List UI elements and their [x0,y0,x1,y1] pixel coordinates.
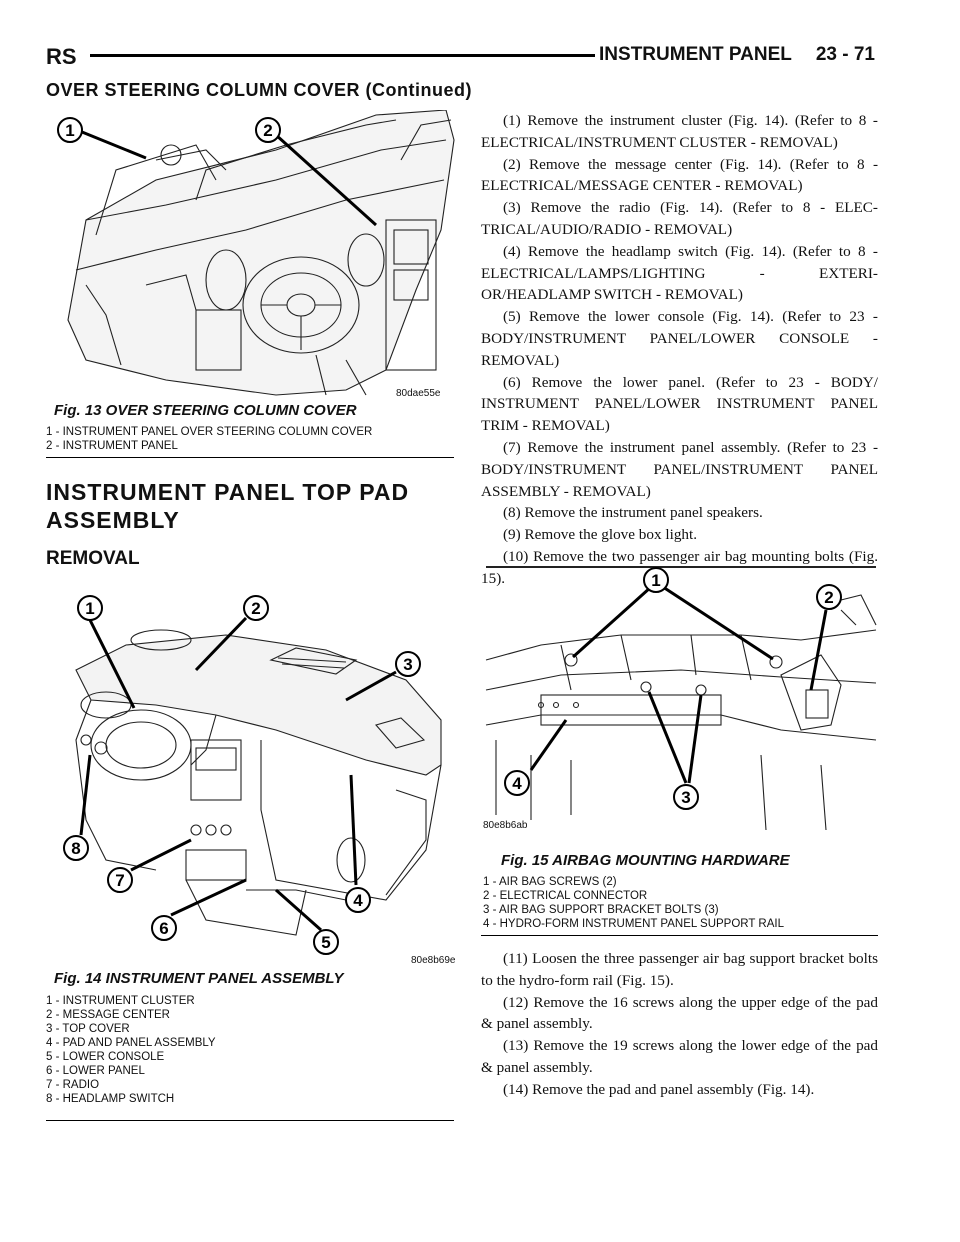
legend-item: 7 - RADIO [46,1079,100,1091]
step-12: (12) Remove the 16 screws along the upper edge of the pad & panel assembly. [481,993,878,1033]
legend-item: 2 - INSTRUMENT PANEL [46,440,178,452]
figure-13 [46,110,456,460]
figure-13-legend [46,425,372,453]
legend-item: 8 - HEADLAMP SWITCH [46,1093,175,1105]
step-2: (2) Remove the message center (Fig. 14). (Refer to 8 - ELECTRICAL/MESSAGE CENTER - REMOVAL) [481,155,878,195]
figure-15-code: 80e8b6ab [483,820,528,831]
removal-steps-bottom [481,948,878,1101]
step-10: (10) Remove the two passenger air bag mounting bolts (Fig. 15). [481,547,878,587]
legend-item: 3 - TOP COVER [46,1023,130,1035]
figure-14-callout-4: 4 [353,891,363,910]
removal-heading: REMOVAL [46,548,140,569]
removal-steps-top [481,110,878,590]
figure-15-callout-4: 4 [512,774,522,793]
legend-item: 2 - ELECTRICAL CONNECTOR [483,890,648,902]
legend-item: 1 - INSTRUMENT CLUSTER [46,995,195,1007]
legend-item: 1 - INSTRUMENT PANEL OVER STEERING COLUMN COVER [46,426,373,438]
legend-item: 3 - AIR BAG SUPPORT BRACKET BOLTS (3) [483,904,719,916]
legend-item: 2 - MESSAGE CENTER [46,1009,170,1021]
figure-14-callout-1: 1 [85,599,95,618]
figure-14-callout-8: 8 [71,839,81,858]
figure-13-callout-1: 1 [65,121,75,140]
figure-14-code: 80e8b69e [411,955,456,966]
figure-15 [481,565,881,940]
step-6: (6) Remove the lower panel. (Refer to 23 - BODY/ INSTRUMENT PANEL/LOWER INSTRUMENT PANEL TRIM - REMOVAL) [481,373,878,435]
figure-14-callout-5: 5 [321,933,331,952]
step-11: (11) Loosen the three passenger air bag support bracket bolts to the hydro-form rail (Fig. 15). [481,950,878,989]
legend-item: 5 - LOWER CONSOLE [46,1051,165,1063]
figure-14-rule [46,1120,454,1121]
figure-14-illustration [46,590,456,970]
figure-13-callout-2: 2 [263,121,273,140]
header-rule [90,54,595,57]
figure-14-callout-6: 6 [159,919,169,938]
header-section-title: INSTRUMENT PANEL [599,44,792,65]
figure-14-legend [46,994,216,1106]
legend-item: 4 - HYDRO-FORM INSTRUMENT PANEL SUPPORT RAIL [483,918,784,930]
figure-13-rule [46,457,454,458]
page-header [46,44,875,68]
figure-14-callout-2: 2 [251,599,261,618]
page-number: 23 - 71 [815,44,875,65]
section-title: INSTRUMENT PANEL TOP PAD ASSEMBLY [46,479,410,533]
figure-14 [46,590,456,1120]
step-3: (3) Remove the radio (Fig. 14). (Refer to 8 - ELEC-TRICAL/AUDIO/RADIO - REMOVAL) [481,199,878,238]
header-right [599,44,875,66]
step-7: (7) Remove the instrument panel assembly. (Refer to 23 - BODY/INSTRUMENT PANEL/INSTRUMENT PANEL ASSEMBLY - REMOVAL) [481,438,878,500]
step-9: (9) Remove the glove box light. [503,526,698,544]
figure-13-caption: Fig. 13 OVER STEERING COLUMN COVER [54,402,357,419]
figure-14-callout-3: 3 [403,655,413,674]
figure-15-illustration [481,565,881,835]
header-model-code: RS [46,44,77,69]
step-4: (4) Remove the headlamp switch (Fig. 14). (Refer to 8 - ELECTRICAL/LAMPS/LIGHTING - EXTERI-OR/HEADLAMP SWITCH - REMOVAL) [481,242,878,304]
step-13: (13) Remove the 19 screws along the lower edge of the pad & panel assembly. [481,1037,878,1076]
continued-heading: OVER STEERING COLUMN COVER (Continued) [46,80,472,100]
figure-15-callout-1: 1 [651,571,661,590]
figure-15-callout-3: 3 [681,788,691,807]
step-5: (5) Remove the lower console (Fig. 14). (Refer to 23 - BODY/INSTRUMENT PANEL/LOWER CONSOLE - REMOVAL) [481,308,878,369]
figure-15-callout-2: 2 [824,588,834,607]
figure-14-caption: Fig. 14 INSTRUMENT PANEL ASSEMBLY [54,970,344,987]
step-14: (14) Remove the pad and panel assembly (Fig. 14). [503,1080,815,1098]
legend-item: 6 - LOWER PANEL [46,1065,145,1077]
step-8: (8) Remove the instrument panel speakers. [503,504,763,522]
figure-15-caption: Fig. 15 AIRBAG MOUNTING HARDWARE [501,852,790,869]
figure-15-legend [483,875,784,931]
figure-13-illustration [46,110,456,400]
figure-13-code: 80dae55e [396,388,441,399]
figure-14-callout-7: 7 [115,871,125,890]
figure-15-rule [481,935,878,936]
legend-item: 1 - AIR BAG SCREWS (2) [483,876,617,888]
legend-item: 4 - PAD AND PANEL ASSEMBLY [46,1037,216,1049]
step-1: (1) Remove the instrument cluster (Fig. 14). (Refer to 8 - ELECTRICAL/INSTRUMENT CLUSTER - REMOVAL) [481,112,878,151]
